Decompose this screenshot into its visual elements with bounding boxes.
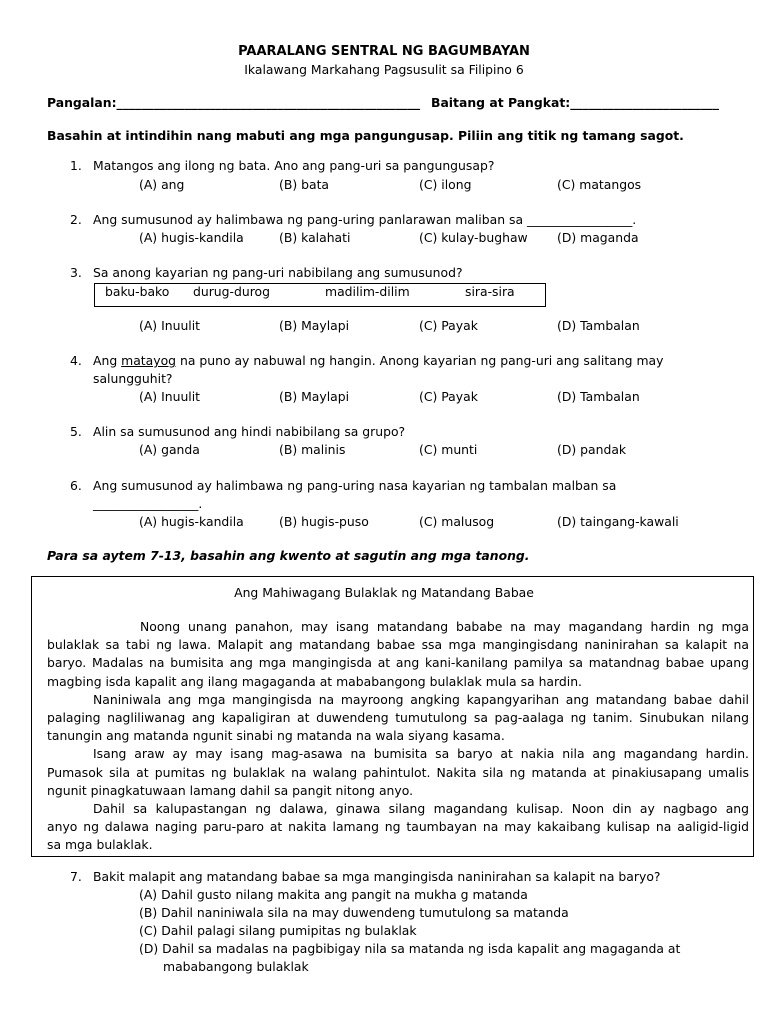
q1-text: Matangos ang ilong ng bata. Ano ang pang-uri sa pangungusap? <box>93 158 495 173</box>
q7-choice-b: (B) Dahil naniniwala sila na may duwendeng tumutulong sa matanda <box>139 905 569 920</box>
q4-underlined-word: matayog <box>121 353 177 368</box>
name-field <box>47 95 420 110</box>
exam-title: Ikalawang Markahang Pagsusulit sa Filipino 6 <box>244 62 524 77</box>
instructions: Basahin at intindihin nang mabuti ang mga pangungusap. Piliin ang titik ng tamang sagot. <box>47 128 684 143</box>
story-line: Pumasok sila at pumitas ng bulaklak na walang pahintulot. Nakita sila ng matanda at pinakiusapang umalis <box>47 764 749 780</box>
school-name: PAARALANG SENTRAL NG BAGUMBAYAN <box>238 44 530 59</box>
q7-number: 7. <box>70 869 82 884</box>
story-body <box>47 618 749 854</box>
q6-choice-a: (A) hugis-kandila <box>139 514 244 529</box>
q7-choice-d-cont: mababangong bulaklak <box>163 959 309 974</box>
q5-choice-a: (A) ganda <box>139 442 200 457</box>
q4-choice-d: (D) Tambalan <box>557 389 640 404</box>
q1-number: 1. <box>70 158 82 173</box>
q3-choice-c: (C) Payak <box>419 318 478 333</box>
q5-choice-b: (B) malinis <box>279 442 346 457</box>
q3-number: 3. <box>70 265 82 280</box>
q6-choice-b: (B) hugis-puso <box>279 514 369 529</box>
q7-choice-a: (A) Dahil gusto nilang makita ang pangit na mukha g matanda <box>139 887 528 902</box>
q1-choice-b: (B) bata <box>279 177 330 192</box>
q2-number: 2. <box>70 212 82 227</box>
q3-text: Sa anong kayarian ng pang-uri nabibilang ang sumusunod? <box>93 265 463 280</box>
q4-text-post: na puno ay nabuwal ng hangin. Anong kayarian ng pang-uri ang salitang may <box>176 353 664 368</box>
q1-choice-a: (A) ang <box>139 177 185 192</box>
story-line: baryo. Madalas na bumisita ang mga mangingisda at ang kani-kanilang pamilya sa matandnag babae upang <box>47 655 749 671</box>
q7-choice-d: (D) Dahil sa madalas na pagbibigay nila sa matanda ng isda kapalit ang magaganda at <box>139 941 681 956</box>
q4-choice-a: (A) Inuulit <box>139 389 201 404</box>
q4-text-pre: Ang <box>93 353 122 368</box>
q4-choice-b: (B) Maylapi <box>279 389 350 404</box>
q2-choice-c: (C) kulay-bughaw <box>419 230 528 245</box>
grade-label: Baitang at Pangkat: <box>431 95 571 110</box>
q2-choice-d: (D) maganda <box>557 230 639 245</box>
q5-choice-c: (C) munti <box>419 442 478 457</box>
q2-choice-a: (A) hugis-kandila <box>139 230 244 245</box>
story-title: Ang Mahiwagang Bulaklak ng Matandang Babae <box>234 585 534 600</box>
story-line: Isang araw ay may isang mag-asawa na bumisita sa baryo at nakia nila ang magandang hardin. <box>93 746 749 762</box>
q7-choice-c: (C) Dahil palagi silang pumipitas ng bulaklak <box>139 923 417 938</box>
q5-choice-d: (D) pandak <box>557 442 627 457</box>
story-line: sa mga bulaklak. <box>47 837 153 853</box>
q5-number: 5. <box>70 424 82 439</box>
q6-choice-d: (D) taingang-kawali <box>557 514 679 529</box>
q2-choice-b: (B) kalahati <box>279 230 351 245</box>
story-line: tanungin ang matanda ngunit sinabi ng matanda na wala siyang kasama. <box>47 728 505 744</box>
q2-text: Ang sumusunod ay halimbawa ng pang-uring panlarawan maliban sa _________________. <box>93 212 637 227</box>
story-line: palaging nagliliwanag ang kapaligiran at duwendeng tumutulong sa pag-aalaga ng tanim. Sinubukan nilang <box>47 709 749 725</box>
q4-number: 4. <box>70 353 82 368</box>
grade-field <box>431 95 719 110</box>
name-blank: _________________________________________________ <box>116 95 421 110</box>
q3-choice-a: (A) Inuulit <box>139 318 201 333</box>
q3-word-1: baku-bako <box>105 284 170 299</box>
q1-choice-d: (C) matangos <box>557 177 642 192</box>
story-line: Noong unang panahon, may isang matandang bababe na may magandang hardin ng mga <box>140 619 749 634</box>
q5-text: Alin sa sumusunod ang hindi nabibilang sa grupo? <box>93 424 406 439</box>
story-line: anyo ng dalawa naging paru-paro at nakita lamang ng taumbayan na may kakaibang kulisap na aaligid-ligid <box>47 819 749 835</box>
q1-choice-c: (C) ilong <box>419 177 472 192</box>
grade-blank: ________________________ <box>570 95 719 110</box>
q3-choice-d: (D) Tambalan <box>557 318 640 333</box>
q6-choice-c: (C) malusog <box>419 514 495 529</box>
q4-choice-c: (C) Payak <box>419 389 478 404</box>
section-note: Para sa aytem 7-13, basahin ang kwento at sagutin ang mga tanong. <box>47 548 530 563</box>
story-line: magbing isda kapalit ang ilang magaganda at mababangong bulaklak mula sa hardin. <box>47 673 582 689</box>
q6-number: 6. <box>70 478 82 493</box>
story-line: Naniniwala ang mga mangingisda na mayroong angking kapangyarihan ang matandang babae dahil <box>93 691 749 707</box>
q4-text <box>93 353 663 368</box>
q3-choice-b: (B) Maylapi <box>279 318 350 333</box>
story-line: bulaklak sa tabi ng lawa. Malapit ang matandang babae ssa mga mangingisdang naninirahan sa kalapit na <box>47 637 749 653</box>
q7-text: Bakit malapit ang matandang babae sa mga mangingisda naninirahan sa kalapit na baryo? <box>93 869 661 884</box>
q4-text-line2: salungguhit? <box>93 371 173 386</box>
q6-text: Ang sumusunod ay halimbawa ng pang-uring nasa kayarian ng tambalan malban sa <box>93 478 617 493</box>
q6-text-blank: _________________. <box>93 496 203 511</box>
q3-word-2: durug-durog <box>193 284 270 299</box>
story-line: Dahil sa kalupastangan ng dalawa, ginawa silang magandang kulisap. Noon din ay nagbago ang <box>93 800 749 816</box>
q3-word-3: madilim-dilim <box>325 284 410 299</box>
story-line: ngunit pinagkatuwaan lamang dahil sa pangit nitong anyo. <box>47 782 414 798</box>
q3-word-4: sira-sira <box>465 284 515 299</box>
name-label: Pangalan: <box>47 95 117 110</box>
